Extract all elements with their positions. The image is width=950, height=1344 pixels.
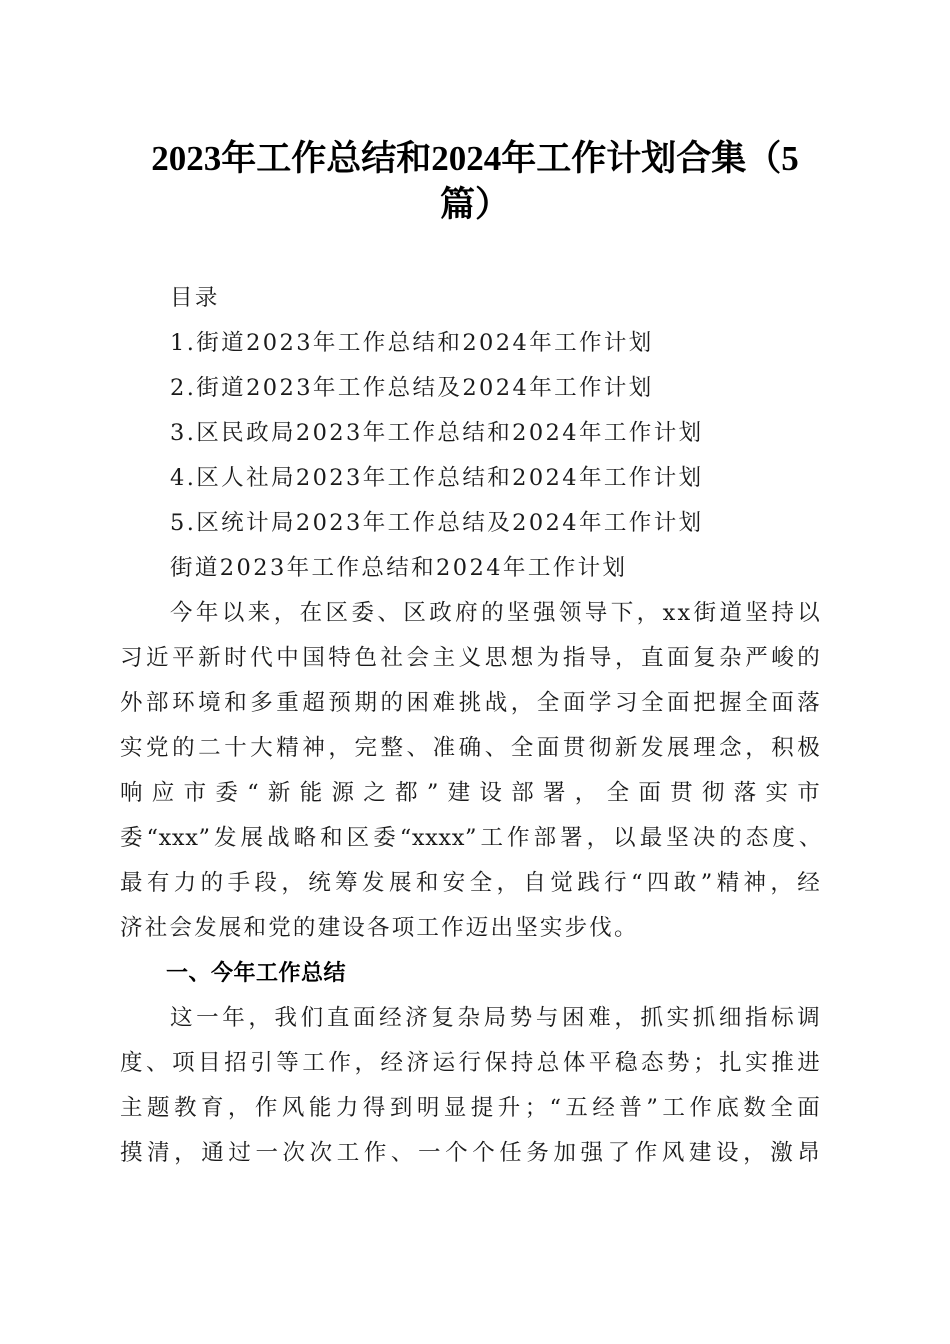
title-line-2: 篇） [439, 185, 510, 224]
summary-paragraph [120, 996, 822, 1176]
paragraph-line: 济社会发展和党的建设各项工作迈出坚实步伐。 [120, 915, 639, 941]
toc-heading: 目录 [170, 285, 220, 311]
paragraph-line: 摸清，通过一次次工作、一个个任务加强了作风建设，激昂 [120, 1140, 822, 1166]
toc-item: 5.区统计局2023年工作总结及2024年工作计划 [170, 510, 704, 536]
toc-item: 3.区民政局2023年工作总结和2024年工作计划 [170, 420, 704, 446]
paragraph-line: 最有力的手段，统筹发展和安全，自觉践行“四敢”精神，经 [120, 870, 822, 896]
paragraph-line: 习近平新时代中国特色社会主义思想为指导，直面复杂严峻的 [120, 645, 822, 671]
toc-item: 1.街道2023年工作总结和2024年工作计划 [170, 330, 654, 356]
heading-work-summary: 一、今年工作总结 [166, 961, 347, 986]
toc-item: 4.区人社局2023年工作总结和2024年工作计划 [170, 465, 704, 491]
paragraph-line: 响应市委“新能源之都”建设部署，全面贯彻落实市 [120, 780, 822, 806]
toc-item: 2.街道2023年工作总结及2024年工作计划 [170, 375, 654, 401]
title-line-1: 2023年工作总结和2024年工作计划合集（5 [151, 139, 799, 178]
table-of-contents [120, 321, 822, 546]
intro-paragraph [120, 591, 822, 951]
paragraph-line: 委“xxx”发展战略和区委“xxxx”工作部署，以最坚决的态度、 [120, 825, 822, 851]
paragraph-line: 主题教育，作风能力得到明显提升；“五经普”工作底数全面 [120, 1095, 822, 1121]
paragraph-line: 这一年，我们直面经济复杂局势与困难，抓实抓细指标调 [170, 1005, 822, 1031]
paragraph-line: 实党的二十大精神，完整、准确、全面贯彻新发展理念，积极 [120, 735, 822, 761]
paragraph-line: 度、项目招引等工作，经济运行保持总体平稳态势；扎实推进 [120, 1050, 822, 1076]
document-title [120, 136, 830, 228]
section-title: 街道2023年工作总结和2024年工作计划 [170, 555, 628, 581]
paragraph-line: 今年以来，在区委、区政府的坚强领导下，xx街道坚持以 [170, 600, 822, 626]
paragraph-line: 外部环境和多重超预期的困难挑战，全面学习全面把握全面落 [120, 690, 822, 716]
document-body [120, 276, 822, 1176]
